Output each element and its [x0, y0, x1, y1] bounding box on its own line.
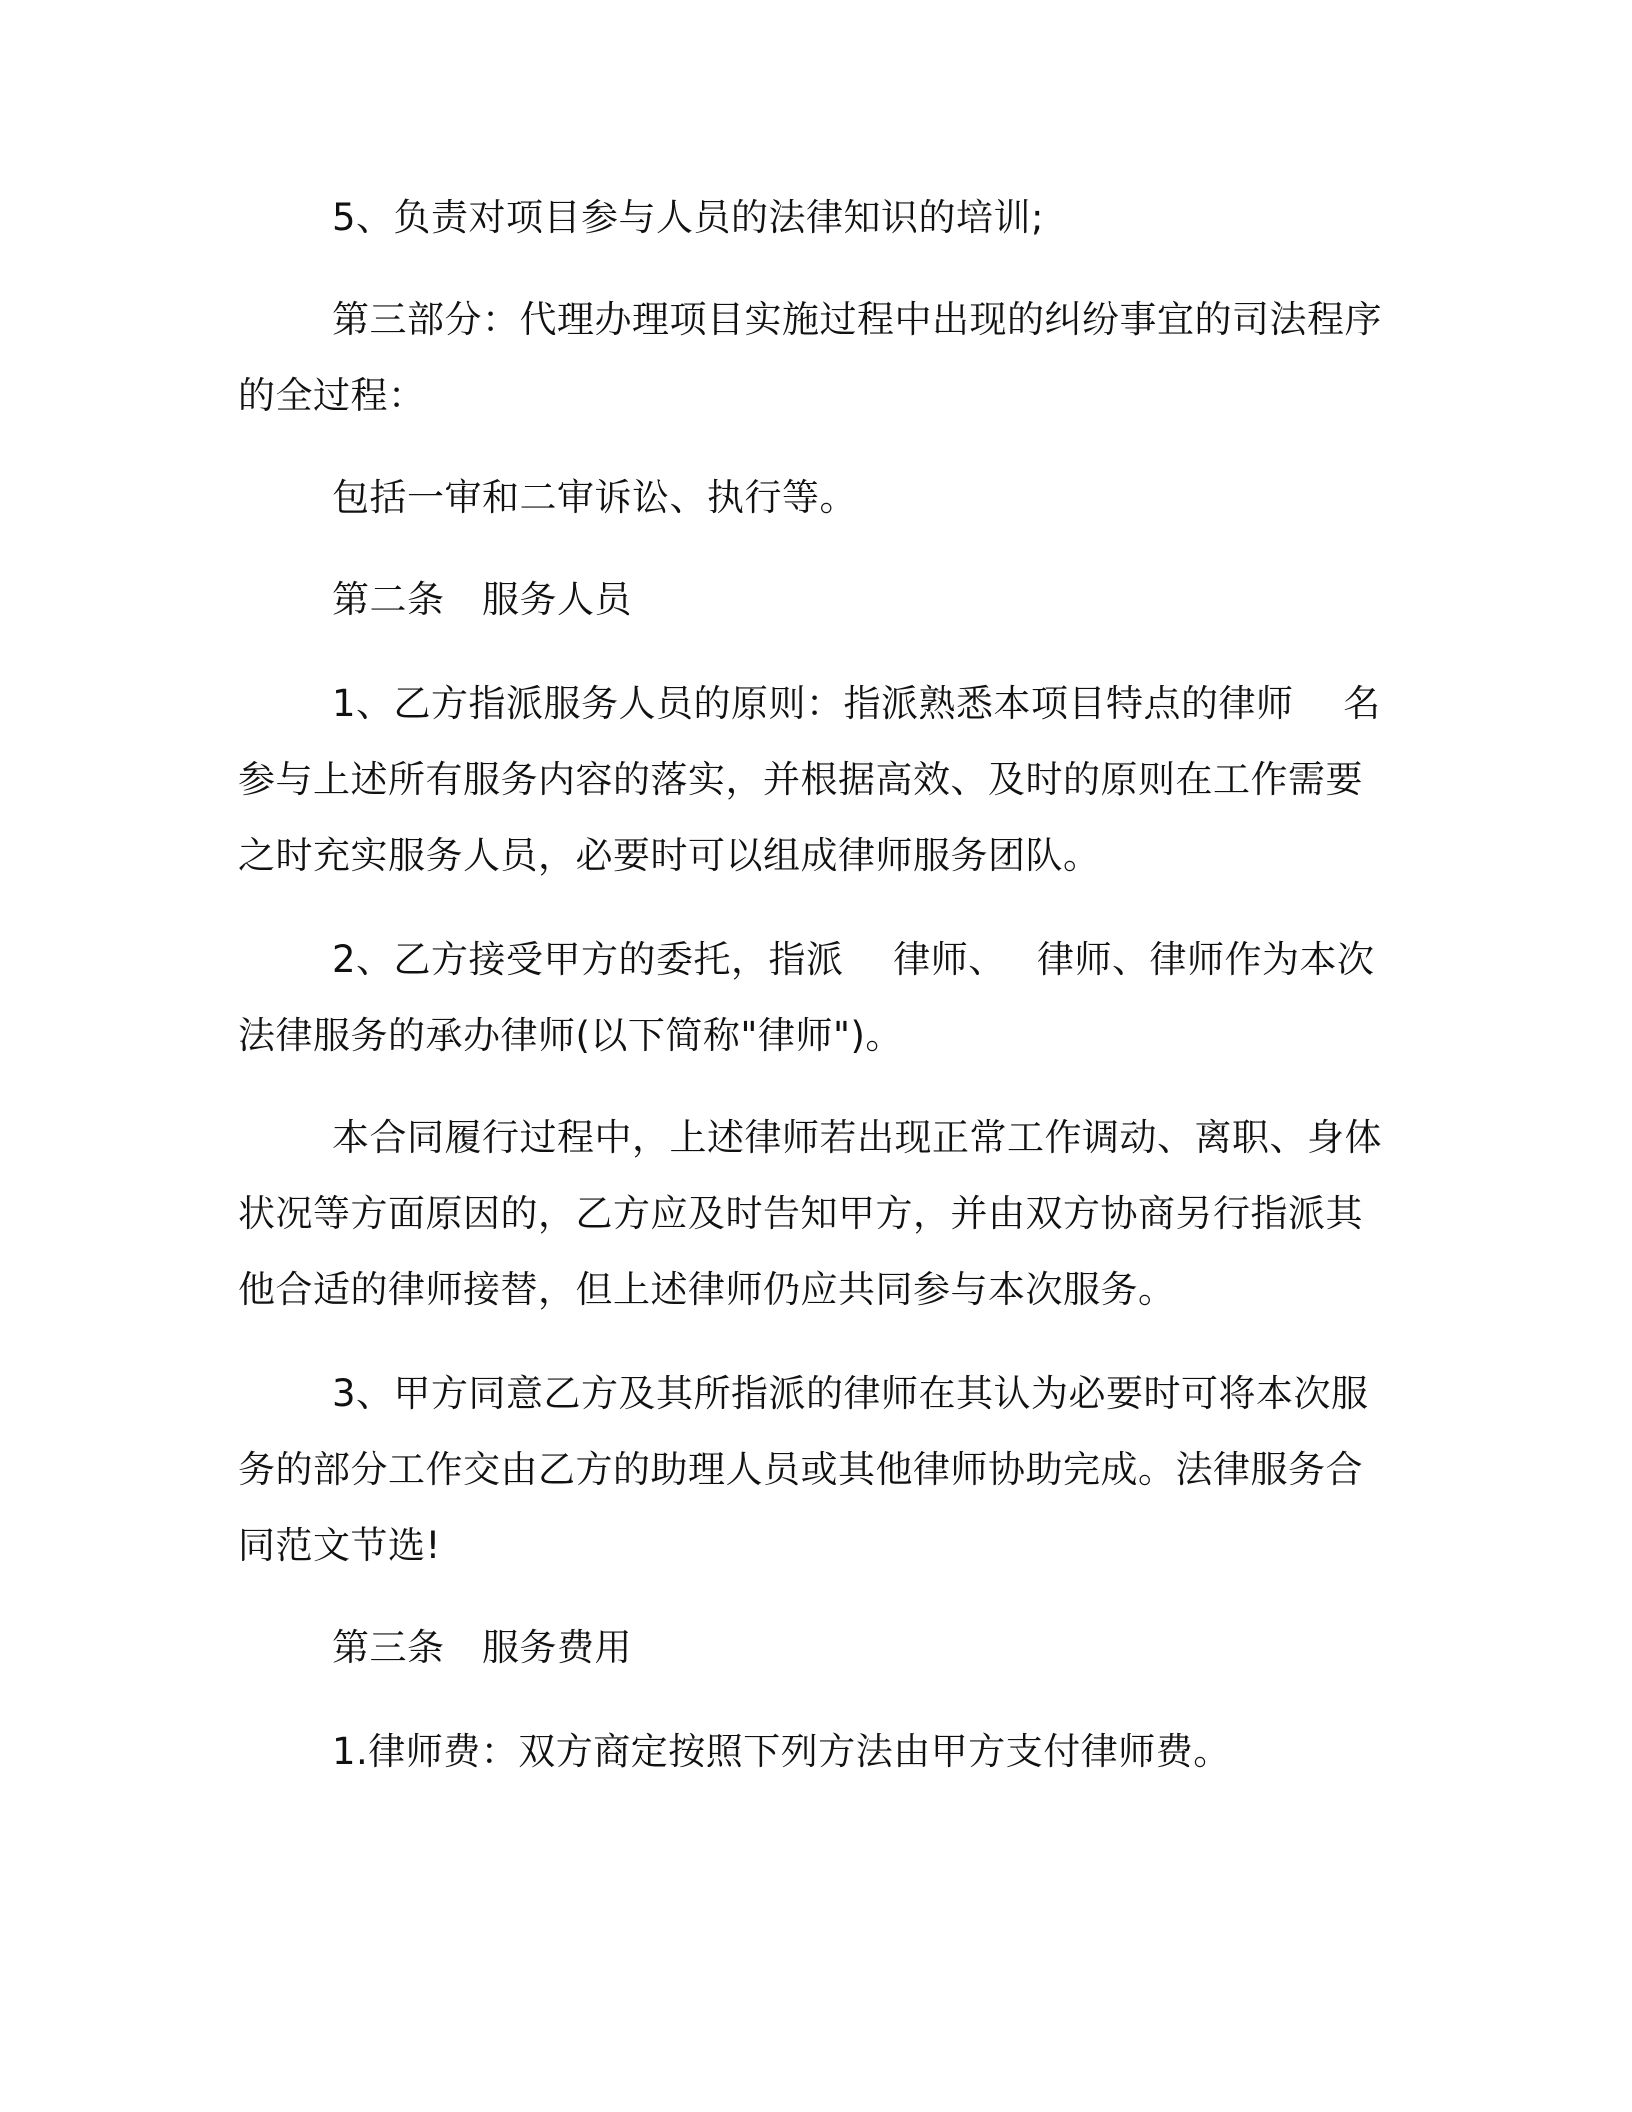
- appointed-lawyers-line-1: 2、乙方接受甲方的委托，指派 律师、 律师、律师作为本次: [332, 938, 1375, 981]
- article-two-heading: 第二条 服务人员: [332, 578, 632, 621]
- litigation-scope-line: 包括一审和二审诉讼、执行等。: [332, 476, 857, 519]
- lawyer-change-line-1: 本合同履行过程中，上述律师若出现正常工作调动、离职、身体: [332, 1116, 1382, 1159]
- lawyer-change-line-2: 状况等方面原因的，乙方应及时告知甲方，并由双方协商另行指派其: [238, 1192, 1363, 1235]
- lawyer-fee-line: 1.律师费：双方商定按照下列方法由甲方支付律师费。: [332, 1730, 1231, 1773]
- delegation-line-1: 3、甲方同意乙方及其所指派的律师在其认为必要时可将本次服: [332, 1372, 1369, 1415]
- clause-5-line: 5、负责对项目参与人员的法律知识的培训;: [332, 196, 1045, 239]
- part-three-heading-line-2: 的全过程：: [238, 374, 426, 417]
- staff-principle-line-2: 参与上述所有服务内容的落实，并根据高效、及时的原则在工作需要: [238, 758, 1363, 801]
- part-three-heading-line-1: 第三部分：代理办理项目实施过程中出现的纠纷事宜的司法程序: [332, 298, 1382, 341]
- delegation-line-2: 务的部分工作交由乙方的助理人员或其他律师协助完成。法律服务合: [238, 1448, 1363, 1491]
- staff-principle-line-1: 1、乙方指派服务人员的原则：指派熟悉本项目特点的律师 名: [332, 682, 1381, 725]
- lawyer-change-line-3: 他合适的律师接替，但上述律师仍应共同参与本次服务。: [238, 1268, 1176, 1311]
- delegation-line-3: 同范文节选!: [238, 1524, 441, 1567]
- article-three-heading: 第三条 服务费用: [332, 1626, 632, 1669]
- staff-principle-line-3: 之时充实服务人员，必要时可以组成律师服务团队。: [238, 834, 1101, 877]
- appointed-lawyers-line-2: 法律服务的承办律师(以下简称"律师")。: [238, 1014, 903, 1057]
